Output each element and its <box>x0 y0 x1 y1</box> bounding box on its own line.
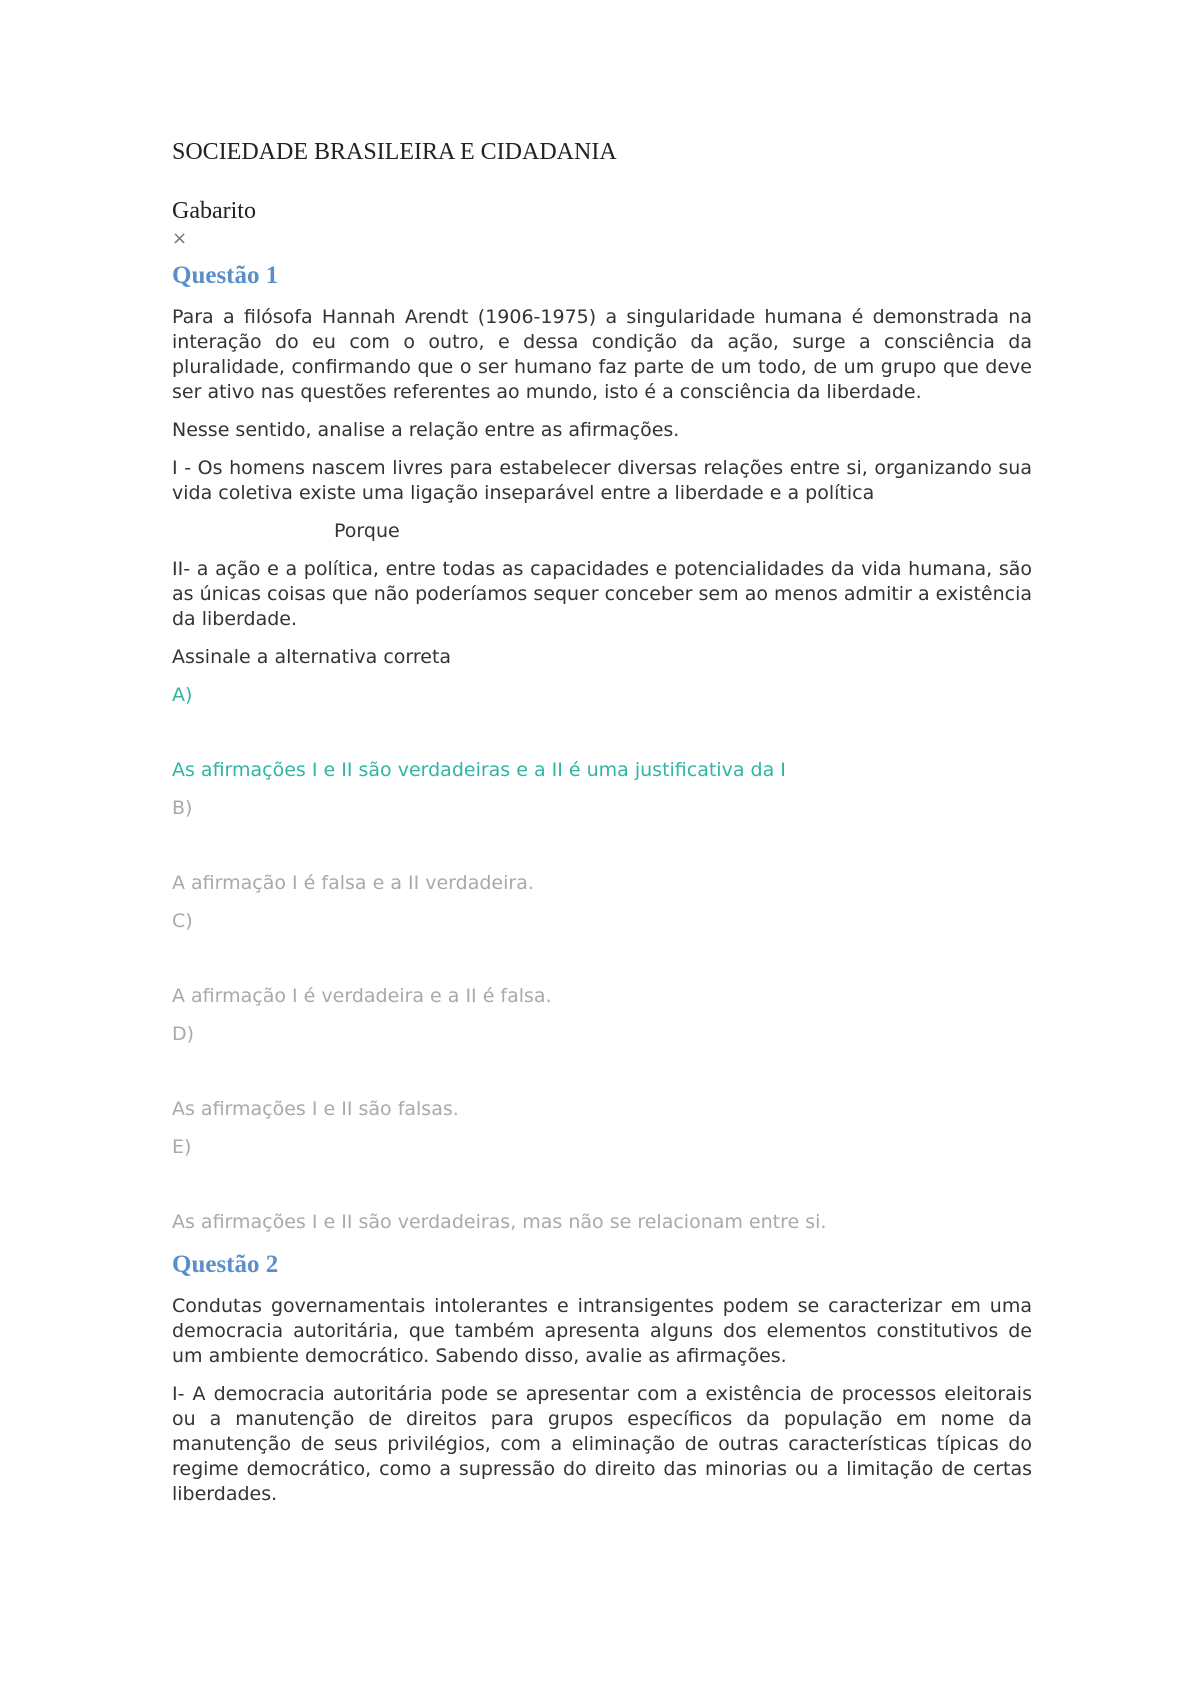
option-letter: E) <box>172 1136 192 1159</box>
question-2 <box>172 1250 1032 1507</box>
statement-two: II- a ação e a política, entre todas as capacidades e potencialidades da vida humana, são as únicas coisas que não poderíamos sequer conceber sem ao menos admitir a existência da liberdade. <box>172 558 1032 631</box>
option-letter: B) <box>172 797 193 820</box>
instruction-text: Assinale a alternativa correta <box>172 646 452 669</box>
statement-one: I - Os homens nascem livres para estabelecer diversas relações entre si, organizando sua vida coletiva existe uma ligação inseparável entre a liberdade e a política <box>172 457 1032 505</box>
question-paragraph: Para a filósofa Hannah Arendt (1906-1975) a singularidade humana é demonstrada na interação do eu com o outro, e dessa condição da ação, surge a consciência da pluralidade, confirmando que o ser humano faz parte de um todo, de um grupo que deve ser ativo nas questões referentes ao mundo, isto é a consciência da liberdade. <box>172 306 1032 404</box>
option-c[interactable] <box>172 909 1032 1009</box>
document-page <box>172 138 1032 1520</box>
option-text: A afirmação I é verdadeira e a II é falsa. <box>172 985 552 1008</box>
connector-word: Porque <box>334 520 400 543</box>
option-letter: A) <box>172 684 193 707</box>
question-paragraph: Condutas governamentais intolerantes e intransigentes podem se caracterizar em uma democracia autoritária, que também apresenta alguns dos elementos constitutivos de um ambiente democrático. Sabendo disso, avalie as afirmações. <box>172 1295 1032 1368</box>
option-text: As afirmações I e II são verdadeiras e a II é uma justificativa da I <box>172 759 786 782</box>
option-letter: C) <box>172 910 193 933</box>
option-d[interactable] <box>172 1022 1032 1122</box>
question-1 <box>172 261 1032 1235</box>
option-b[interactable] <box>172 796 1032 896</box>
option-letter: D) <box>172 1023 195 1046</box>
question-title: Questão 1 <box>172 262 279 290</box>
option-text: A afirmação I é falsa e a II verdadeira. <box>172 872 534 895</box>
option-a[interactable] <box>172 683 1032 783</box>
close-icon[interactable]: × <box>172 227 188 249</box>
option-e[interactable] <box>172 1135 1032 1235</box>
option-text: As afirmações I e II são verdadeiras, mas não se relacionam entre si. <box>172 1211 827 1234</box>
document-title: SOCIEDADE BRASILEIRA E CIDADANIA <box>172 139 617 165</box>
question-paragraph: Nesse sentido, analise a relação entre as afirmações. <box>172 419 680 442</box>
statement-one: I- A democracia autoritária pode se apresentar com a existência de processos eleitorais ou a manutenção de direitos para grupos específicos da população em nome da manutenção de seus privilégios, com a eliminação de outras características típicas do regime democrático, como a supressão do direito das minorias ou a limitação de certas liberdades. <box>172 1383 1032 1506</box>
question-title: Questão 2 <box>172 1251 279 1279</box>
gabarito-label: Gabarito <box>172 197 256 224</box>
option-text: As afirmações I e II são falsas. <box>172 1098 459 1121</box>
